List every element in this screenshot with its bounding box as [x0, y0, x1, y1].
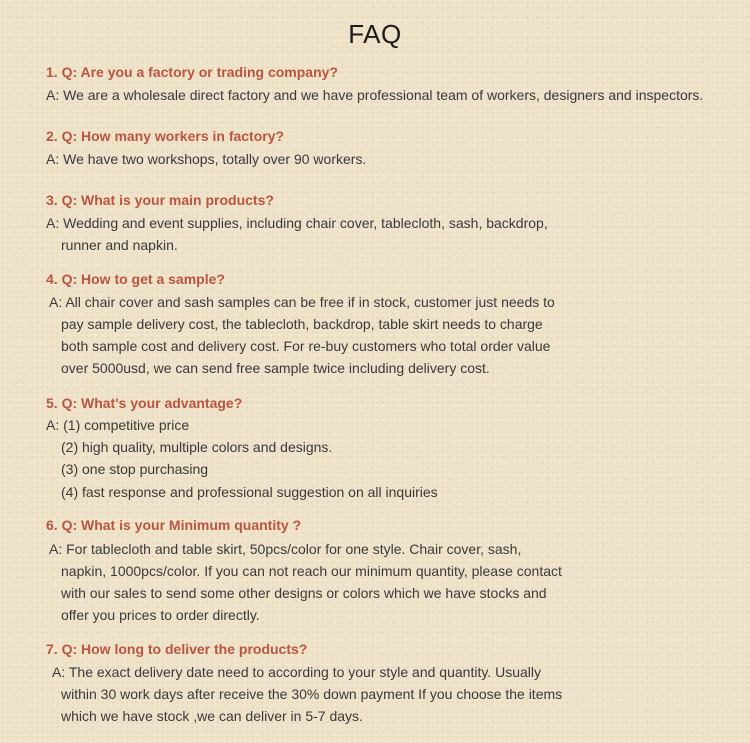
faq-answer-4-line-1: A: All chair cover and sash samples can be free if in stock, customer just needs to — [49, 294, 555, 310]
faq-answer-5-line-4: (4) fast response and professional suggestion on all inquiries — [61, 484, 438, 500]
faq-answer-6-line-3: with our sales to send some other designs or colors which we have stocks and — [61, 585, 547, 601]
faq-answer-7-line-1: A: The exact delivery date need to according to your style and quantity. Usually — [52, 664, 541, 680]
faq-answer-5-line-3: (3) one stop purchasing — [61, 461, 209, 477]
faq-question-3: 3. Q: What is your main products? — [46, 192, 274, 208]
faq-question-1: 1. Q: Are you a factory or trading company? — [46, 64, 338, 80]
faq-answer-4-line-3: both sample cost and delivery cost. For re-buy customers who total order value — [61, 338, 551, 354]
faq-answer-5-line-2: (2) high quality, multiple colors and designs. — [61, 439, 333, 455]
faq-answer-6-line-2: napkin, 1000pcs/color. If you can not reach our minimum quantity, please contact — [61, 563, 562, 579]
page-title: FAQ — [348, 19, 402, 49]
faq-answer-7-line-2: within 30 work days after receive the 30% down payment If you choose the items — [61, 686, 563, 702]
faq-answer-6-line-4: offer you prices to order directly. — [61, 607, 260, 623]
faq-answer-3-line-2: runner and napkin. — [61, 237, 178, 253]
faq-answer-4-line-4: over 5000usd, we can send free sample twice including delivery cost. — [61, 360, 490, 376]
faq-answer-2-line-1: A: We have two workshops, totally over 90 workers. — [46, 151, 367, 167]
faq-answer-4-line-2: pay sample delivery cost, the tablecloth, backdrop, table skirt needs to charge — [61, 316, 543, 332]
faq-answer-5-line-1: A: (1) competitive price — [46, 417, 190, 433]
faq-answer-1-line-1: A: We are a wholesale direct factory and we have professional team of workers, designers and inspectors. — [46, 87, 704, 103]
faq-answer-6-line-1: A: For tablecloth and table skirt, 50pcs/color for one style. Chair cover, sash, — [49, 541, 522, 557]
faq-answer-3-line-1: A: Wedding and event supplies, including chair cover, tablecloth, sash, backdrop, — [46, 215, 548, 231]
faq-question-2: 2. Q: How many workers in factory? — [46, 128, 285, 144]
faq-question-6: 6. Q: What is your Minimum quantity ? — [46, 517, 302, 533]
faq-question-7: 7. Q: How long to deliver the products? — [46, 641, 308, 657]
faq-answer-7-line-3: which we have stock ,we can deliver in 5-7 days. — [61, 708, 363, 724]
faq-question-4: 4. Q: How to get a sample? — [46, 271, 225, 287]
faq-question-5: 5. Q: What's your advantage? — [46, 395, 243, 411]
